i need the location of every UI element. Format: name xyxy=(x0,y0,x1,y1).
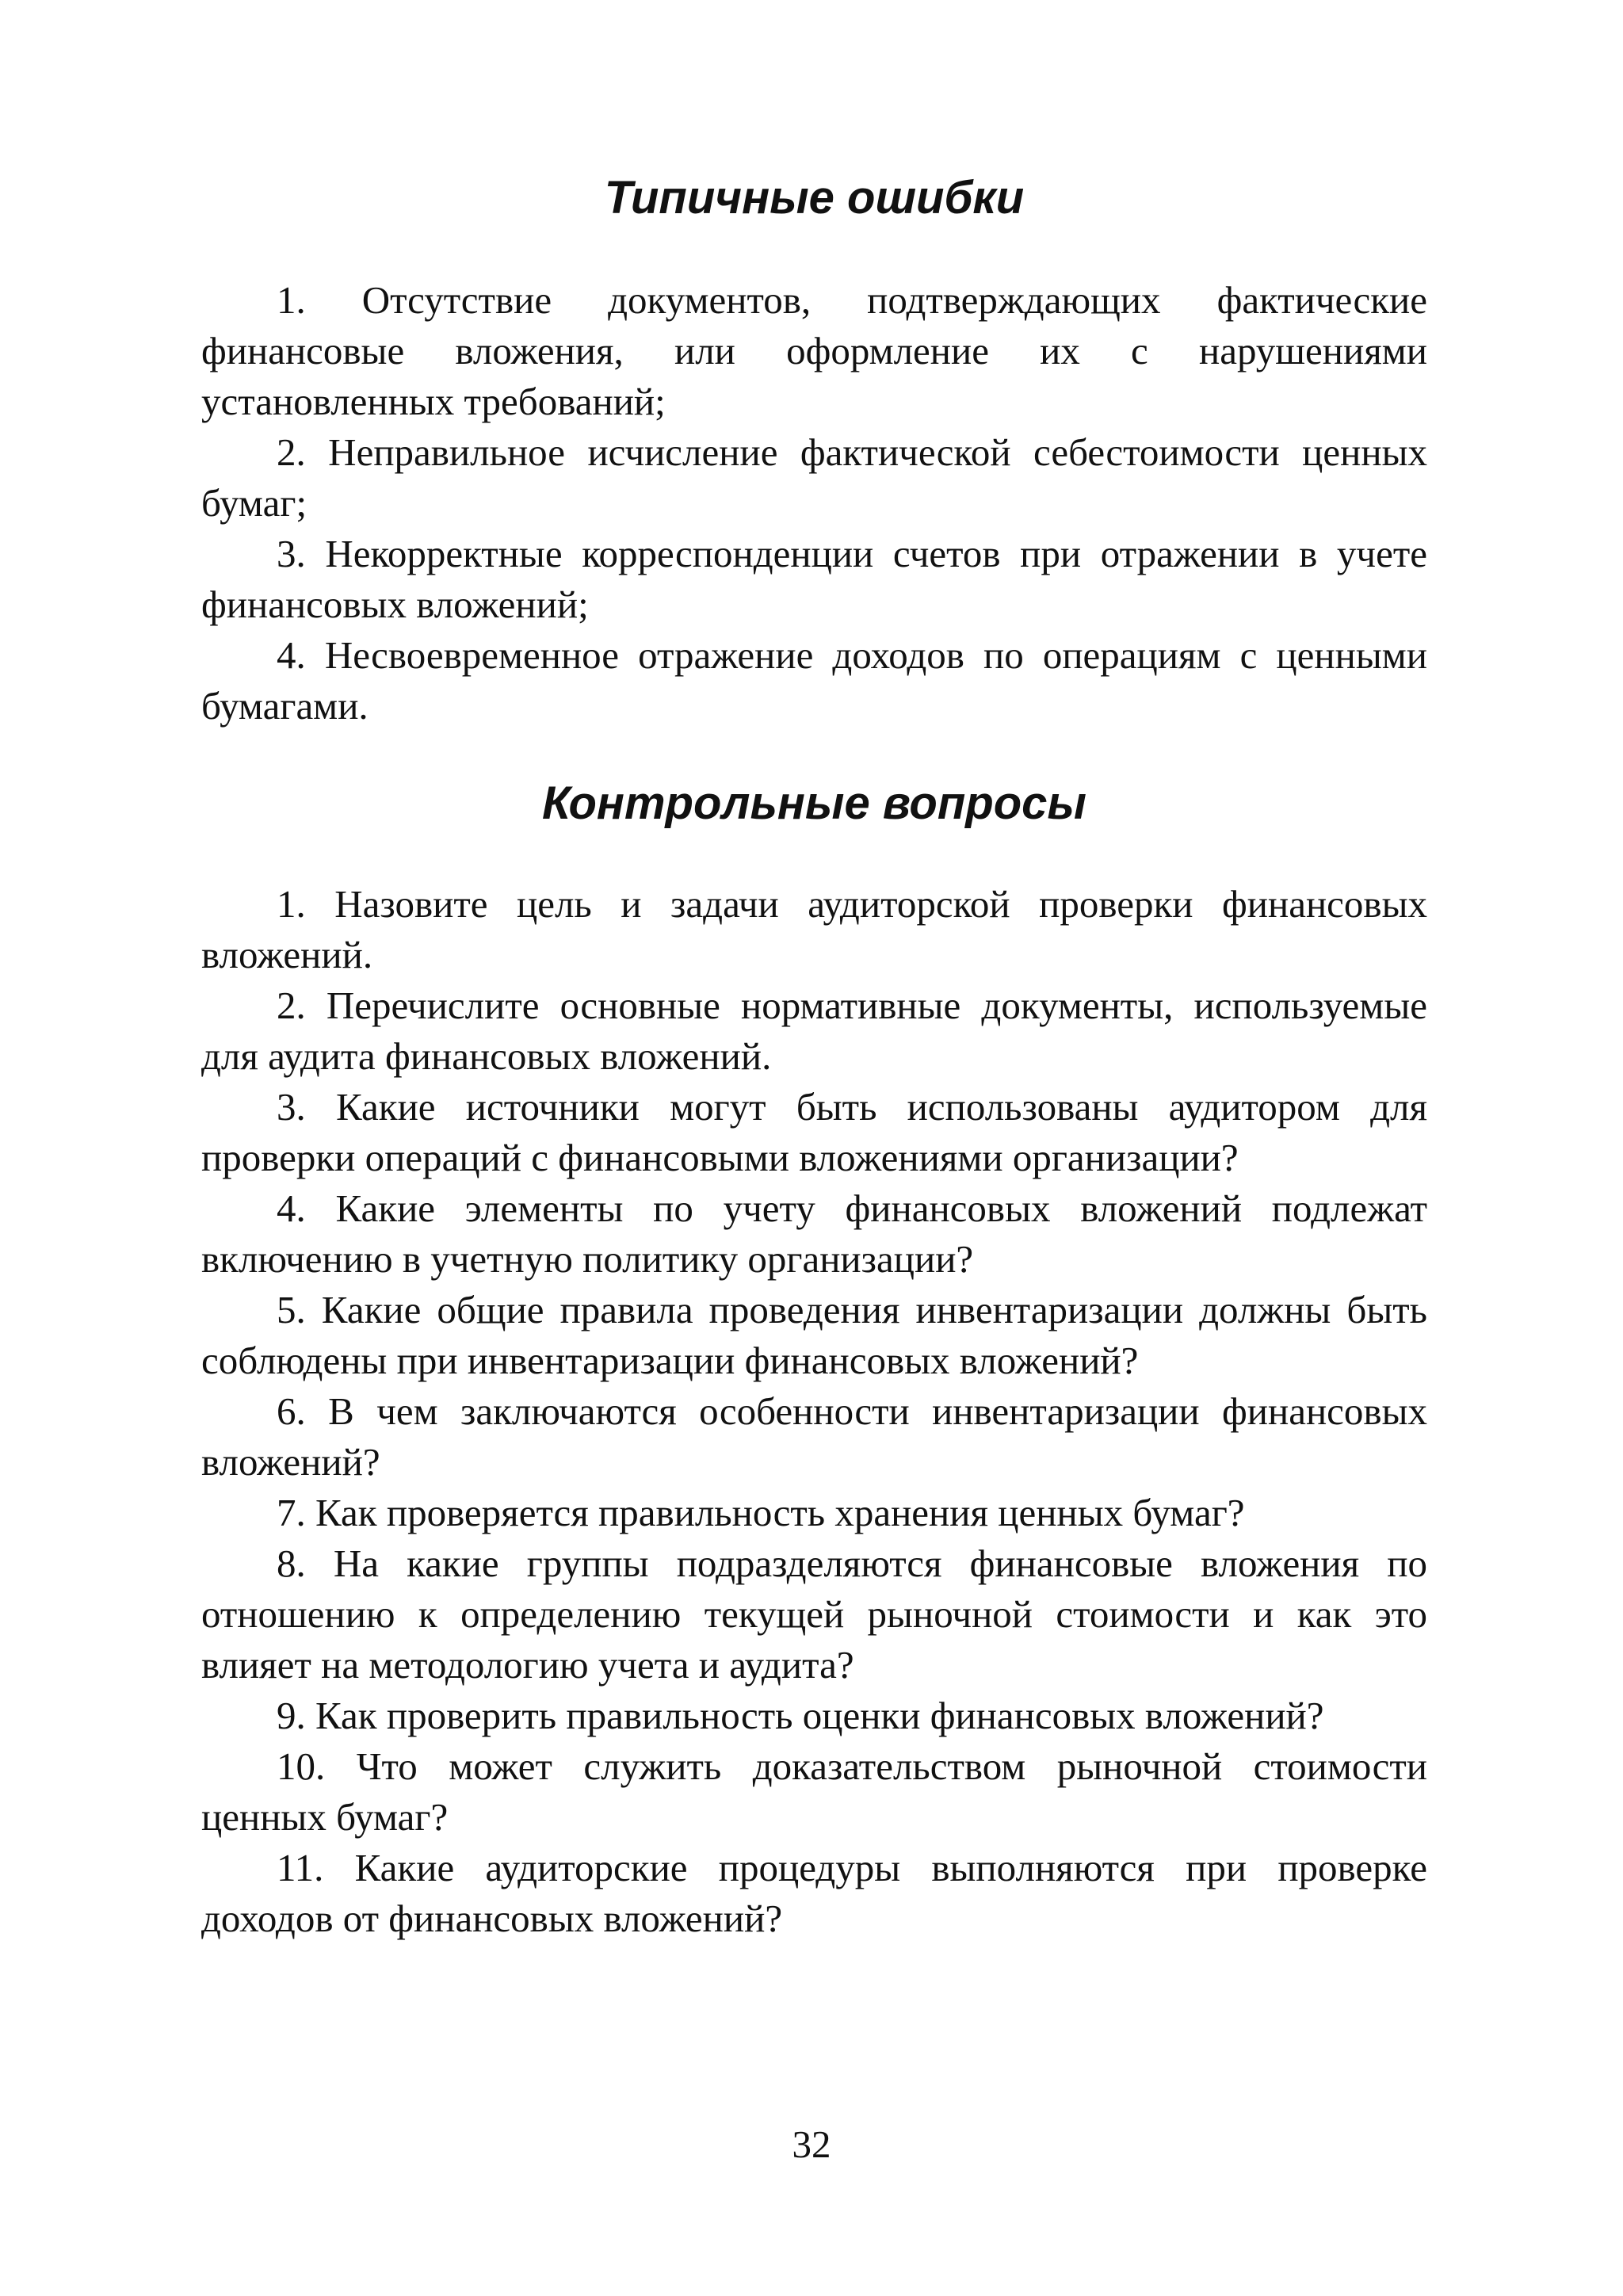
section-title-control-questions: Контрольные вопросы xyxy=(542,777,1086,829)
page-number: 32 xyxy=(792,2122,831,2166)
error-item-4: 4. Несвоевременное отражение доходов по операциям с ценными бумагами. xyxy=(201,633,1427,728)
question-item-3: 3. Какие источники могут быть использованы аудитором для проверки операций с финансовыми вложениями организации? xyxy=(201,1085,1427,1179)
section-title-typical-errors: Типичные ошибки xyxy=(604,172,1025,223)
question-item-7: 7. Как проверяется правильность хранения ценных бумаг? xyxy=(277,1491,1245,1534)
typical-errors-list xyxy=(201,275,1427,732)
error-item-3: 3. Некорректные корреспонденции счетов при отражении в учете финансовых вложений; xyxy=(201,532,1427,626)
question-item-8: 8. На какие группы подразделяются финансовые вложения по отношению к определению текущей рыночной стоимости и как это влияет на методологию учета и аудита? xyxy=(201,1541,1427,1687)
question-item-2: 2. Перечислите основные нормативные документы, используемые для аудита финансовых вложений. xyxy=(201,984,1427,1078)
question-item-10: 10. Что может служить доказательством рыночной стоимости ценных бумаг? xyxy=(201,1744,1427,1839)
error-item-2: 2. Неправильное исчисление фактической себестоимости ценных бумаг; xyxy=(201,430,1427,525)
control-questions-list xyxy=(201,879,1427,1944)
question-item-9: 9. Как проверить правильность оценки финансовых вложений? xyxy=(277,1694,1324,1737)
error-item-1: 1. Отсутствие документов, подтверждающих фактические финансовые вложения, или оформление их с нарушениями установленных требований; xyxy=(201,278,1427,423)
question-item-6: 6. В чем заключаются особенности инвентаризации финансовых вложений? xyxy=(201,1389,1427,1484)
question-item-5: 5. Какие общие правила проведения инвентаризации должны быть соблюдены при инвентаризации финансовых вложений? xyxy=(201,1288,1427,1382)
question-item-11: 11. Какие аудиторские процедуры выполняются при проверке доходов от финансовых вложений? xyxy=(201,1846,1427,1940)
question-item-4: 4. Какие элементы по учету финансовых вложений подлежат включению в учетную политику организации? xyxy=(201,1186,1427,1281)
page-content xyxy=(201,159,1427,1944)
question-item-1: 1. Назовите цель и задачи аудиторской проверки финансовых вложений. xyxy=(201,882,1427,976)
